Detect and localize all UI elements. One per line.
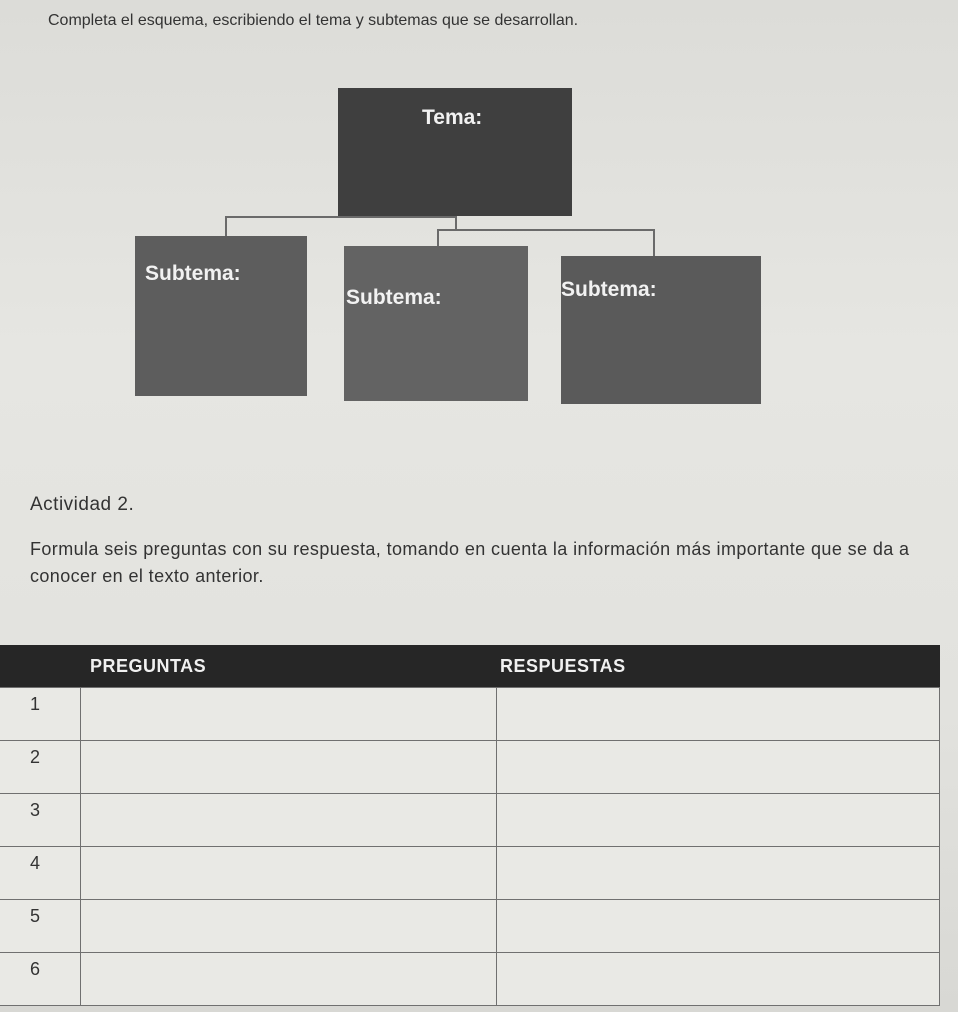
pregunta-cell[interactable] <box>80 794 496 847</box>
subtema-label-1: Subtema: <box>145 262 241 285</box>
respuesta-cell[interactable] <box>496 794 940 847</box>
connector-line <box>437 229 655 231</box>
table-row <box>0 688 940 741</box>
subtema-box-3[interactable] <box>561 256 761 404</box>
respuesta-cell[interactable] <box>496 741 940 794</box>
subtema-label-3: Subtema: <box>561 278 657 301</box>
respuesta-cell[interactable] <box>496 900 940 953</box>
subtema-box-2[interactable] <box>344 246 528 401</box>
connector-line <box>455 216 457 230</box>
pregunta-cell[interactable] <box>80 688 496 741</box>
connector-line <box>225 216 227 236</box>
tema-label: Tema: <box>422 106 483 129</box>
connector-line <box>437 229 439 246</box>
row-number: 2 <box>0 741 80 794</box>
questions-table <box>0 645 940 979</box>
pregunta-cell[interactable] <box>80 953 496 1006</box>
row-number: 4 <box>0 847 80 900</box>
subtema-box-1[interactable] <box>135 236 307 396</box>
table-row <box>0 847 940 900</box>
table-row <box>0 953 940 1006</box>
respuesta-cell[interactable] <box>496 847 940 900</box>
table-row <box>0 794 940 847</box>
connector-line <box>225 216 457 218</box>
tema-box[interactable] <box>338 88 572 216</box>
header-respuestas: RESPUESTAS <box>496 645 940 688</box>
respuesta-cell[interactable] <box>496 688 940 741</box>
subtema-label-2: Subtema: <box>346 286 442 309</box>
table-row <box>0 741 940 794</box>
activity-title: Actividad 2. <box>30 494 135 515</box>
header-preguntas: PREGUNTAS <box>0 645 496 688</box>
row-number: 1 <box>0 688 80 741</box>
row-number: 5 <box>0 900 80 953</box>
pregunta-cell[interactable] <box>80 900 496 953</box>
row-number: 3 <box>0 794 80 847</box>
instruction-text: Completa el esquema, escribiendo el tema y subtemas que se desarrollan. <box>48 12 579 29</box>
activity-instructions: Formula seis preguntas con su respuesta, tomando en cuenta la información más importante que se da a conocer en el texto anterior. <box>30 539 910 586</box>
pregunta-cell[interactable] <box>80 847 496 900</box>
pregunta-cell[interactable] <box>80 741 496 794</box>
row-number: 6 <box>0 953 80 1006</box>
table-header-row <box>0 645 940 688</box>
respuesta-cell[interactable] <box>496 953 940 1006</box>
table-row <box>0 900 940 953</box>
connector-line <box>653 229 655 256</box>
